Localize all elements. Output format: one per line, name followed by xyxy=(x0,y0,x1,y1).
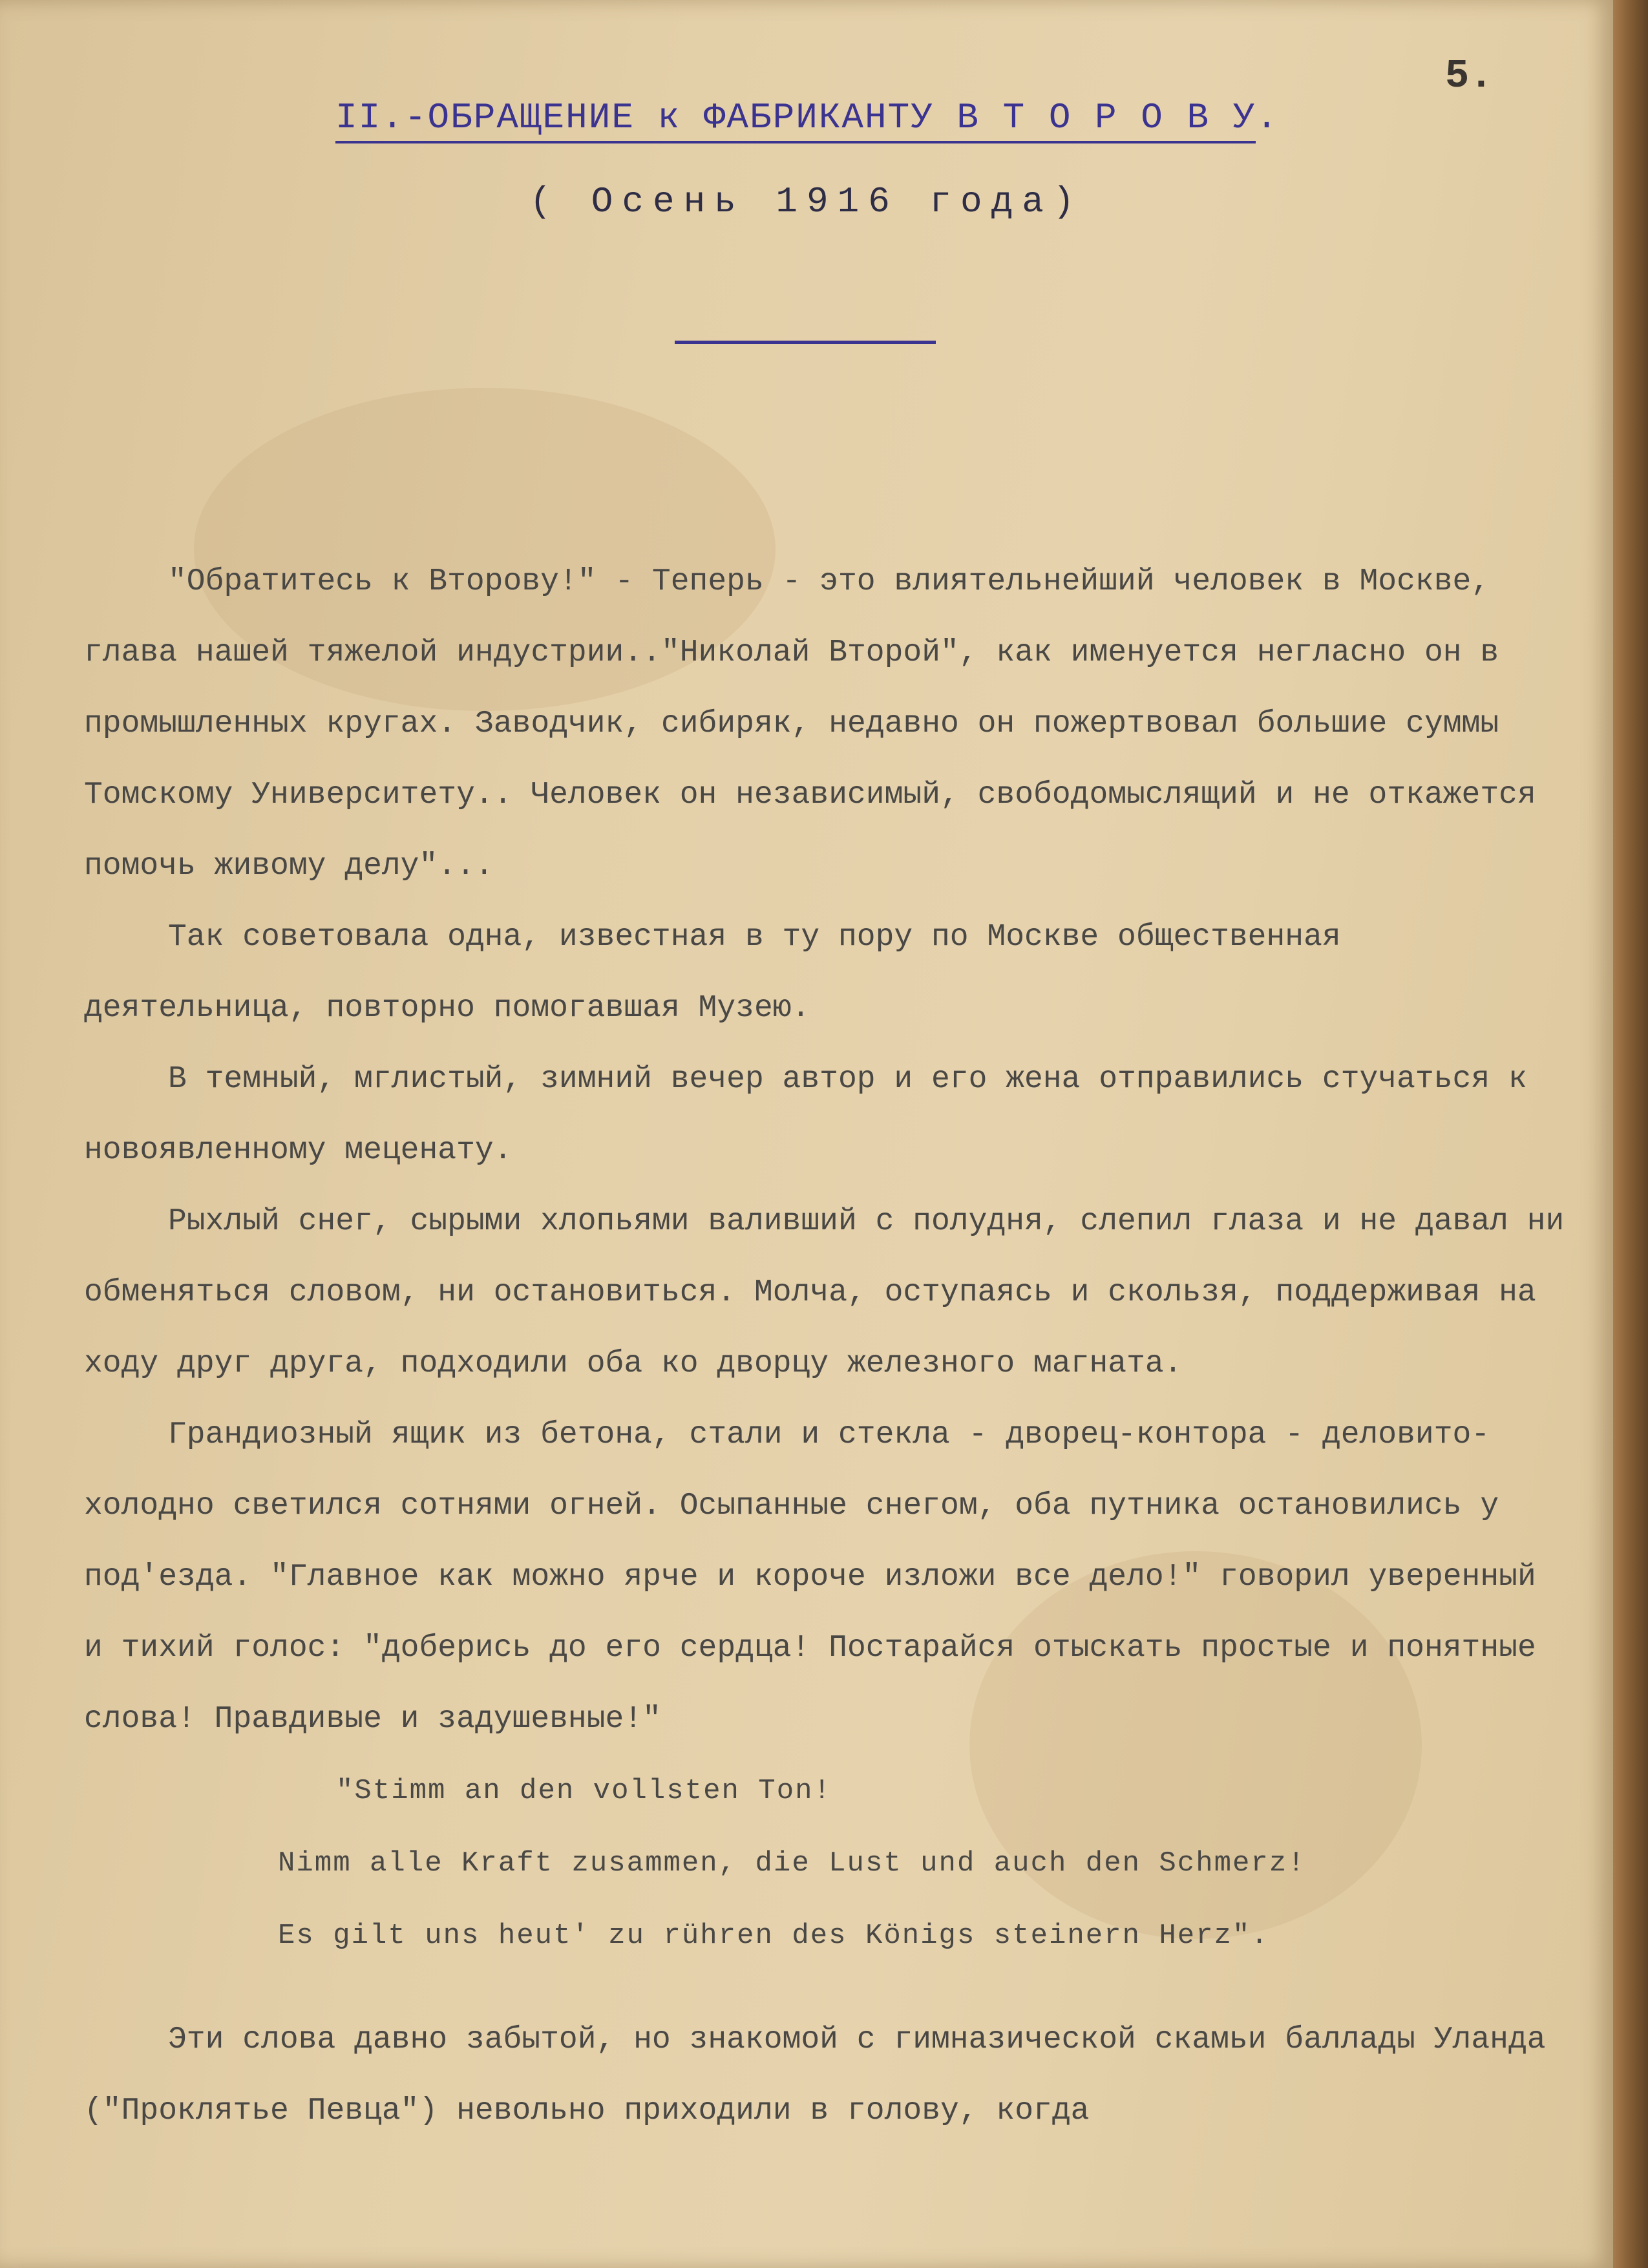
paragraph: Эти слова давно забытой, но знакомой с гимназической скамьи баллады Уланда ("Проклятье Певца") невольно приходили в голову, когда xyxy=(84,2022,1546,2128)
poem-line: "Stimm an den vollsten Ton! xyxy=(336,1775,832,1807)
binding-edge xyxy=(1613,0,1648,2268)
paragraph: В темный, мглистый, зимний вечер автор и его жена отправились стучаться к новоявленному меценату. xyxy=(84,1062,1527,1168)
paragraph: "Обратитесь к Второву!" - Теперь - это влиятельнейший человек в Москве, глава нашей тяжелой индустрии.."Николай Второй", как именуется негласно он в промышленных кругах. Заводчик, сибиряк, недавно он пожертвовал большие суммы Томскому Университету.. Человек он независимый, свободомыслящий и не откажется помочь живому делу"... xyxy=(84,564,1536,884)
title-divider xyxy=(675,341,936,344)
subtitle: ( Осень 1916 года) xyxy=(529,181,1084,222)
paragraph: Так советовала одна, известная в ту пору по Москве общественная деятельница, повторно помогавшая Музею. xyxy=(84,920,1341,1026)
paragraph: Грандиозный ящик из бетона, стали и стекла - дворец-контора - деловито-холодно светился сотнями огней. Осыпанные снегом, оба путника остановились у под'езда. "Главное как можно ярче и короче изложи все дело!" говорил уверенный и тихий голос: "доберись до его сердца! Постарайся отыскать простые и понятные слова! Правдивые и задушевные!" xyxy=(84,1417,1536,1737)
poem-line: Es gilt uns heut' zu rühren des Königs steinern Herz". xyxy=(278,1920,1269,1952)
title-text: II.-ОБРАЩЕНИЕ к ФАБРИКАНТУ В Т О Р О В У xyxy=(335,97,1256,143)
poem-line: Nimm alle Kraft zusammen, die Lust und auch den Schmerz! xyxy=(278,1847,1306,1880)
paragraph: Рыхлый снег, сырыми хлопьями валивший с полудня, слепил глаза и не давал ни обменяться словом, ни остановиться. Молча, оступаясь и скользя, поддерживая на ходу друг друга, подходили оба ко дворцу железного магната. xyxy=(84,1204,1565,1381)
body-text xyxy=(84,546,1570,2146)
page-title xyxy=(0,97,1613,143)
page-number: 5. xyxy=(1445,53,1494,99)
poem-quote xyxy=(84,1755,1570,1972)
title-period: . xyxy=(1256,97,1278,138)
